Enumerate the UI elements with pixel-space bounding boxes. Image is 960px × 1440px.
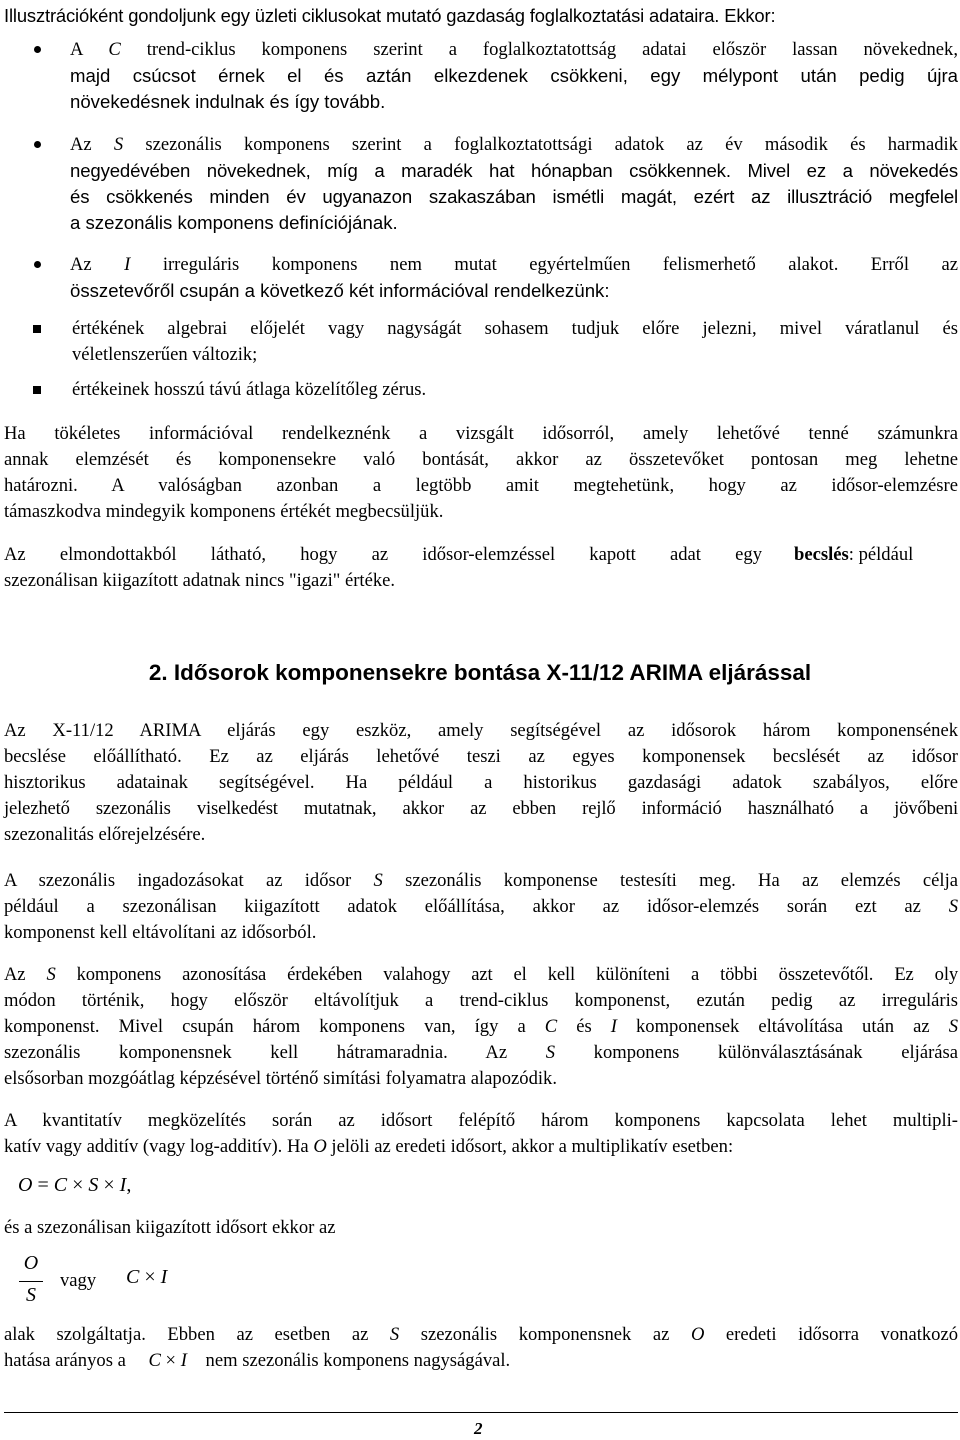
formula-multiplicative: O = C × S × I,: [18, 1174, 132, 1196]
fraction-bar: [19, 1281, 43, 1282]
intro-line: Illusztrációként gondoljunk egy üzleti ciklusokat mutató gazdaság foglalkoztatási adataira. Ekkor:: [4, 5, 776, 26]
square-bullet-marker: [33, 325, 41, 333]
bullet-marker: [34, 261, 41, 268]
document-page: Illusztrációként gondoljunk egy üzleti ciklusokat mutató gazdaság foglalkoztatási adataira. Ekkor: A C trend-ciklus komponens szerint a foglalkoztatottság adatai először lassan növekednek, majd csúcsot érnek el és aztán elkezdenek csökkeni, egy mélypont után pedig újra növekedésnek indulnak és így tovább. Az S szezonális komponens szerint a foglalkoztatottsági adatok az év második és harmadik negyedévében növekednek, míg a maradék hat hónapban csökkennek. Mivel ez a növekedés és csökkenés minden év ugyanazon szakaszában ismétli magát, ezért az illusztráció megfelel a szezonális komponens definíciójának. Az I irreguláris komponens nem mutat egyértelműen felismerhető alakot. Erről az összetevőről csupán a következő két információval rendelkezünk: értékének algebrai előjelét vagy nagyságát sohasem tudjuk előre jelezni, mivel váratlanul és véletlenszerűen változik; értékeinek hosszú távú átlaga közelítőleg zérus. Ha tökéletes információval rendelkeznénk a vizsgált idősorról, amely lehetővé tenné számunkra annak elemzését és komponensekre való bontását, akkor az összetevőket pontosan meg lehetne határozni. A valóságban azonban a legtöbb amit megtehetünk, hogy az idősor-elemzésre támaszkodva mindegyik komponens értékét megbecsüljük. Az elmondottakból látható, hogy az idősor-elemzéssel kapott adat egy becslés: például szezonálisan kiigazított adatnak nincs "igazi" értéke. 2. Idősorok komponensekre bontása X-11/12 ARIMA eljárással Az X-11/12 ARIMA eljárás egy eszköz, amely segítségével az idősorok három komponensének becslése előállítható. Ez az eljárás lehetővé teszi az egyes komponensek becslését az idősor hisztorikus adatainak segítségével. Ha például a historikus gazdasági adatok szabályos, előre jelezhető szezonális viselkedést mutatnak, akkor az ebben rejlő információ használható a jövőbeni szezonalitás előrejelzésére. A szezonális ingadozásokat az idősor S szezonális komponense testesíti meg. Ha az elemzés célja például a szezonálisan kiigazított adatok előállítása, akkor az idősor-elemzés során ezt az S komponenst kell eltávolítani az idősorból. Az S komponens azonosítása érdekében valahogy azt el kell különíteni a többi összetevőtől. Ez oly módon történik, hogy először eltávolítjuk a trend-ciklus komponenst, ezután pedig az irreguláris komponenst. Mivel csupán három komponens van, így a C és I komponensek eltávolítása után az S szezonális komponensnek kell hátramaradnia. Az S komponens különválasztásának eljárása elsősorban mozgóátlag képzésével történő simítási folyamatra alapozódik. A kvantitatív megközelítés során az idősort felépítő három komponens kapcsolata lehet multipli- katív vagy additív (vagy log-additív). Ha O jelöli az eredeti idősort, akkor a multiplikatív esetben: O = C × S × I, és a szezonálisan kiigazított idősort ekkor az O S vagy C × I alak szolgáltatja. Ebben az esetben az S szezonális komponensnek az O eredeti idősorra vonatkozó hatása arányos a C × I nem szezonális komponens nagyságával. 2: [0, 0, 960, 1440]
page-number: 2: [474, 1419, 483, 1438]
formula-c-times-i: C × I: [126, 1266, 168, 1288]
fraction-numerator: O: [23, 1252, 39, 1274]
bullet-marker: [34, 141, 41, 148]
bullet-marker: [34, 46, 41, 53]
footer-rule: [4, 1412, 958, 1413]
paragraph-adjusted-intro: és a szezonálisan kiigazított idősort ekkor az: [4, 1217, 336, 1238]
square-bullet-marker: [33, 386, 41, 394]
formula-vagy: vagy: [60, 1270, 97, 1291]
bold-term-becsles: becslés: [794, 544, 849, 565]
fraction-denominator: S: [26, 1284, 36, 1306]
section-heading: 2. Idősorok komponensekre bontása X-11/12 ARIMA eljárással: [148, 660, 812, 685]
sub-item-mean: értékeinek hosszú távú átlaga közelítőleg zérus.: [72, 379, 427, 400]
